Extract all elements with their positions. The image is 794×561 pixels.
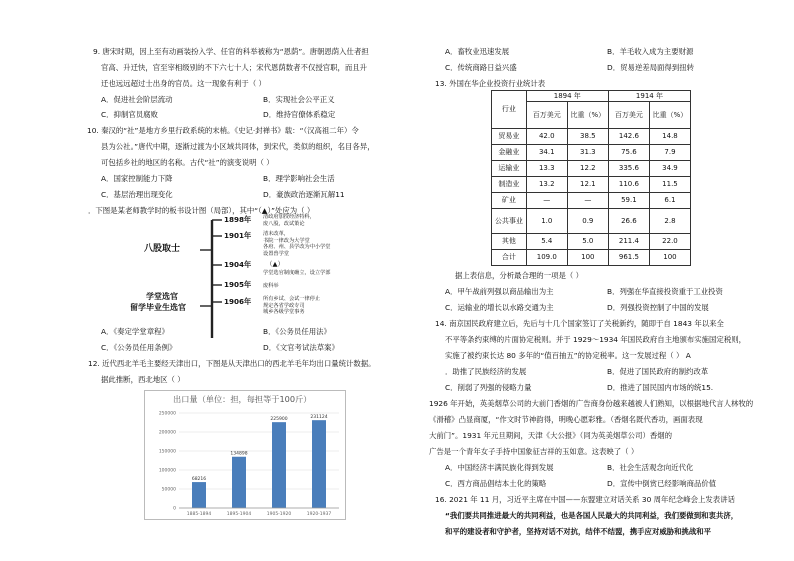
q12-line: 12. 近代西北羊毛主要经天津出口，下图是从天津出口的西北羊毛年均出口量统计数据。 [88,359,376,368]
q14-option-d[interactable]: D．推进了国民国内市场的统15. [607,383,714,392]
q15-option-d[interactable]: D．宣传中倒赏已经影响商品价值 [607,479,717,488]
q16-line: “我们要共同推进最大的共同利益，也是各国人民最大的共同利益，我们要做到和衷共济， [445,511,739,520]
table-row-label: 合计 [492,250,527,266]
timeline-placeholder: （▲） [266,260,284,268]
table-row [492,145,691,161]
table-cell: — [567,193,608,209]
q15-line: 广告是一个青年女子手持中国象征吉祥的玉如意。这表映了（ ） [429,447,639,456]
q9-option-d[interactable]: D．维持官僚体系稳定 [263,110,336,119]
timeline-note-1905 [263,283,279,290]
table-row-label: 公共事业 [492,209,527,234]
table-cell: 34.9 [649,161,690,177]
table-cell: 11.5 [649,177,690,193]
q13-option-b[interactable]: B．列强在华直接投资重于工业投资 [607,287,723,296]
table-cell: 100 [567,250,608,266]
table-cell: 38.5 [567,129,608,145]
y-tick-label: 250000 [158,411,176,417]
q15-option-b[interactable]: B．社会生活观念向近代化 [607,463,694,472]
x-tick-label: 1885-1894 [186,512,212,517]
table-cell: 109.0 [526,250,567,266]
q13-option-c[interactable]: C．运输业的增长以水路交通为主 [445,303,554,312]
q12-option-b[interactable]: B．羊毛收入成为主要财源 [607,47,694,56]
y-tick-label: 150000 [158,449,176,455]
timeline-year-1898: 1898年 [224,215,252,224]
table-cell: 26.6 [608,209,649,234]
table-row-label: 运输业 [492,161,527,177]
table-cell: 142.6 [608,129,649,145]
board-left-bottom-2: 留学毕业生选官 [130,303,186,312]
table-cell: — [526,193,567,209]
table-cell: 12.1 [567,177,608,193]
note-line: 设置兽学堂 [263,250,289,257]
q9-line: 迁也远远超过士出身的官员。这一现象有利于（ ） [101,79,266,88]
chart-title: 出口量（单位：担，每担等于100斤） [173,394,312,404]
q12-option-a[interactable]: A．畜牧业迅速发展 [445,47,510,56]
q14-line: 实施了被约束长达 80 多年的“值百抽五”的协定税率。这一发展过程（ ） A [445,351,691,360]
table-cell: 1.0 [526,209,567,234]
y-tick-label: 0 [173,506,176,512]
table-cell: 31.3 [567,145,608,161]
timeline-year-1905: 1905年 [224,280,252,289]
x-tick-label: 1920-1937 [306,512,332,517]
q10-option-c[interactable]: C．基层治理出现变化 [101,190,173,199]
timeline-note-1904 [263,270,330,277]
q9-line: 9. 唐宋时期，因上至有动画装扮入学、任官的科举被称为“恩荫”。唐朝恩荫入仕者担 [93,47,369,56]
note-line: 废科举 [263,283,279,289]
q10-line: 县为公社。”唐代中期，逐渐过渡为小区域共同体，到宋代，类似的组织，名目各异， [101,142,375,151]
table-cell: 42.0 [526,129,567,145]
bar [272,422,286,508]
q13-option-d[interactable]: D．列强投资控制了中国的发展 [607,303,709,312]
table-row [492,250,691,266]
y-tick-label: 200000 [158,430,176,436]
timeline-note-1901 [263,231,330,257]
note-line: 各府、州、县学改为中小学堂 [263,244,331,251]
table-row-label: 其他 [492,234,527,250]
investment-table-body [492,129,691,266]
table-cell: 5.4 [526,234,567,250]
q16-line: 16. 2021 年 11 月，习近平主席在中国——东盟建立对话关系 30 周年纪念峰会上发表讲话 [435,495,735,504]
q9-line: 官高、升迁快，官至宰相级别的不下六七十人；宋代恩荫数者不仅授官职，而且升 [101,63,368,72]
table-cell: 59.1 [608,193,649,209]
th-usd-1914 [608,102,649,129]
note-line: 废八股，改试策论 [263,220,305,227]
q13-intro: 13. 外国在华企业投资行业统计表 [435,79,546,88]
board-left-top: 八股取士 [144,244,181,254]
table-cell: 335.6 [608,161,649,177]
table-cell: 75.6 [608,145,649,161]
table-cell: 22.0 [649,234,690,250]
note-line: 清末改革， [263,231,289,237]
table-row [492,234,691,250]
table-cell: 34.1 [526,145,567,161]
bar-value-label: 68216 [191,477,207,483]
table-cell: 0.9 [567,209,608,234]
note-line: 清政府加授经济特科， [263,214,315,220]
th-usd-1894 [526,102,567,129]
q13-question: 据上表信息，分析最合理的一项是（ ） [455,271,583,280]
table-cell: 5.0 [567,234,608,250]
table-cell: 12.2 [567,161,608,177]
table-row-label: 金融业 [492,145,527,161]
q11-option-d[interactable]: D．《文官考试法草案》 [263,343,339,352]
table-cell: 100 [649,250,690,266]
right-column [397,0,794,561]
chart-plot [145,391,345,519]
table-row [492,177,691,193]
q14-line: 14. 南京国民政府建立后，先后与十几个国家签订了关税新约，随即于自 1843 年以来全 [435,319,724,328]
bar-value-label: 134898 [230,451,248,457]
bar-value-label: 225900 [270,417,288,423]
y-tick-label: 50000 [161,487,176,493]
q9-option-c[interactable]: C．抑制官员腐败 [101,110,158,119]
q10-line: 可包括乡社的地区的名称。古代“社”的演变说明（ ） [101,158,274,167]
table-row-label: 矿业 [492,193,527,209]
board-left-bottom-1: 学堂选官 [146,292,178,301]
timeline-year-1906: 1906年 [224,297,252,306]
table-cell: 110.6 [608,177,649,193]
q14-line: 不平等条约束缚的片面协定税则。并于 1929～1934 年国民政府自主地颁布实施国定税则， [445,335,746,344]
x-tick-label: 1905-1920 [266,512,292,517]
q11-option-a[interactable]: A．《奏定学堂章程》 [101,327,169,336]
y-tick-label: 100000 [158,468,176,474]
timeline-note-1906 [263,296,320,316]
table-cell: 211.4 [608,234,649,250]
table-row [492,209,691,234]
q10-option-d[interactable]: D．豪族政治逐渐瓦解11 [263,190,345,199]
timeline-year-1901: 1901年 [224,231,252,240]
q12-option-c[interactable]: C．传统商路日益兴盛 [445,63,517,72]
q9-option-a[interactable]: A．促进社会阶层流动 [101,95,173,104]
board-diagram [130,214,350,344]
q15-line: 1926 年开始，英美烟草公司的大前门香烟的广告商身份越来越被人们熟知，以根据地代言人林牧的 [429,399,754,408]
bar [312,420,326,508]
note-line: 城乡各级学堂事务 [263,309,305,316]
table-cell: 13.3 [526,161,567,177]
q10-option-a[interactable]: A．国家控制能力下降 [101,174,173,183]
table-cell: 961.5 [608,250,649,266]
table-row [492,161,691,177]
q14-option-b[interactable]: B．促进了国民政府的制约改革 [607,367,709,376]
q15-option-c[interactable]: C．西方商品倡结本土化的策略 [445,479,547,488]
note-line: 学堂选官制度确立，设立学部 [263,270,331,276]
table-row [492,129,691,145]
q15-line: 大前门”。1931 年元旦期间，天津《大公报》（同为英美烟草公司）香烟的 [429,431,673,440]
th-industry: 行业 [492,91,527,129]
note-line: 书院一律改为大学堂 [263,237,310,244]
q11-option-c[interactable]: C．《公务员任用条例》 [101,343,177,352]
bar [232,457,246,508]
table-row-label: 制造业 [492,177,527,193]
q10-line: 10. 秦汉的“社”是地方乡里行政系统的末梢。《史记·封禅书》载：“（汉高祖二年）令 [87,126,359,135]
bar-value-label: 231124 [310,415,328,421]
q16-line: 和平的建设者和守护者，坚持对话不对抗，结伴不结盟，携手应对威胁和挑战和平 [445,527,712,536]
q14-option-c[interactable]: C．削弱了列强的侵略力量 [445,383,532,392]
th-usd-text: 百万美元 [614,110,643,119]
timeline-note-1898 [263,214,315,227]
q14-option-a[interactable]: ．助推了民族经济的发展 [445,367,527,376]
table-cell: 14.8 [649,129,690,145]
table-cell: 6.1 [649,193,690,209]
table-row-label: 贸易业 [492,129,527,145]
x-tick-label: 1895-1904 [226,512,252,517]
table-cell: 2.8 [649,209,690,234]
q10-option-b[interactable]: B．理学影响社会生活 [263,174,335,183]
q12-line: 据此推断，西北地区（ ） [101,375,185,384]
timeline-year-1904: 1904年 [224,260,252,269]
q15-line: 《滑稽》凸显商厦，“作文时节神韵得，明晚心愿彩雅。（香烟名既代香功，画面表现 [429,415,703,424]
th-1914: 1914 年 [608,91,690,102]
q12-option-d[interactable]: D．贸易逆差局面得到扭转 [607,63,694,72]
th-share-1894: 比重（%） [567,102,608,129]
table-row [492,193,691,209]
q15-option-a[interactable]: A．中国经济丰满民族化得到发展 [445,463,554,472]
export-chart [144,390,346,520]
table-cell: 7.9 [649,145,690,161]
q13-option-a[interactable]: A．甲午战前列强以商品输出为主 [445,287,554,296]
q11-intro: ．下图是某老师教学时的板书设计图（局部），其中“（▲）”处应为（ ） [88,206,315,215]
note-line: 规定各省学政专司 [263,302,305,309]
note-line: 所有乡试、会试一律停止 [263,296,321,302]
bar [192,482,206,508]
investment-table [491,90,691,266]
th-usd-text: 百万美元 [532,110,561,119]
q9-option-b[interactable]: B．实现社会公平正义 [263,95,335,104]
q11-option-b[interactable]: B．《公务员任用法》 [263,327,331,336]
table-cell: 13.2 [526,177,567,193]
th-1894: 1894 年 [526,91,608,102]
th-share-1914: 比重（%） [649,102,690,129]
